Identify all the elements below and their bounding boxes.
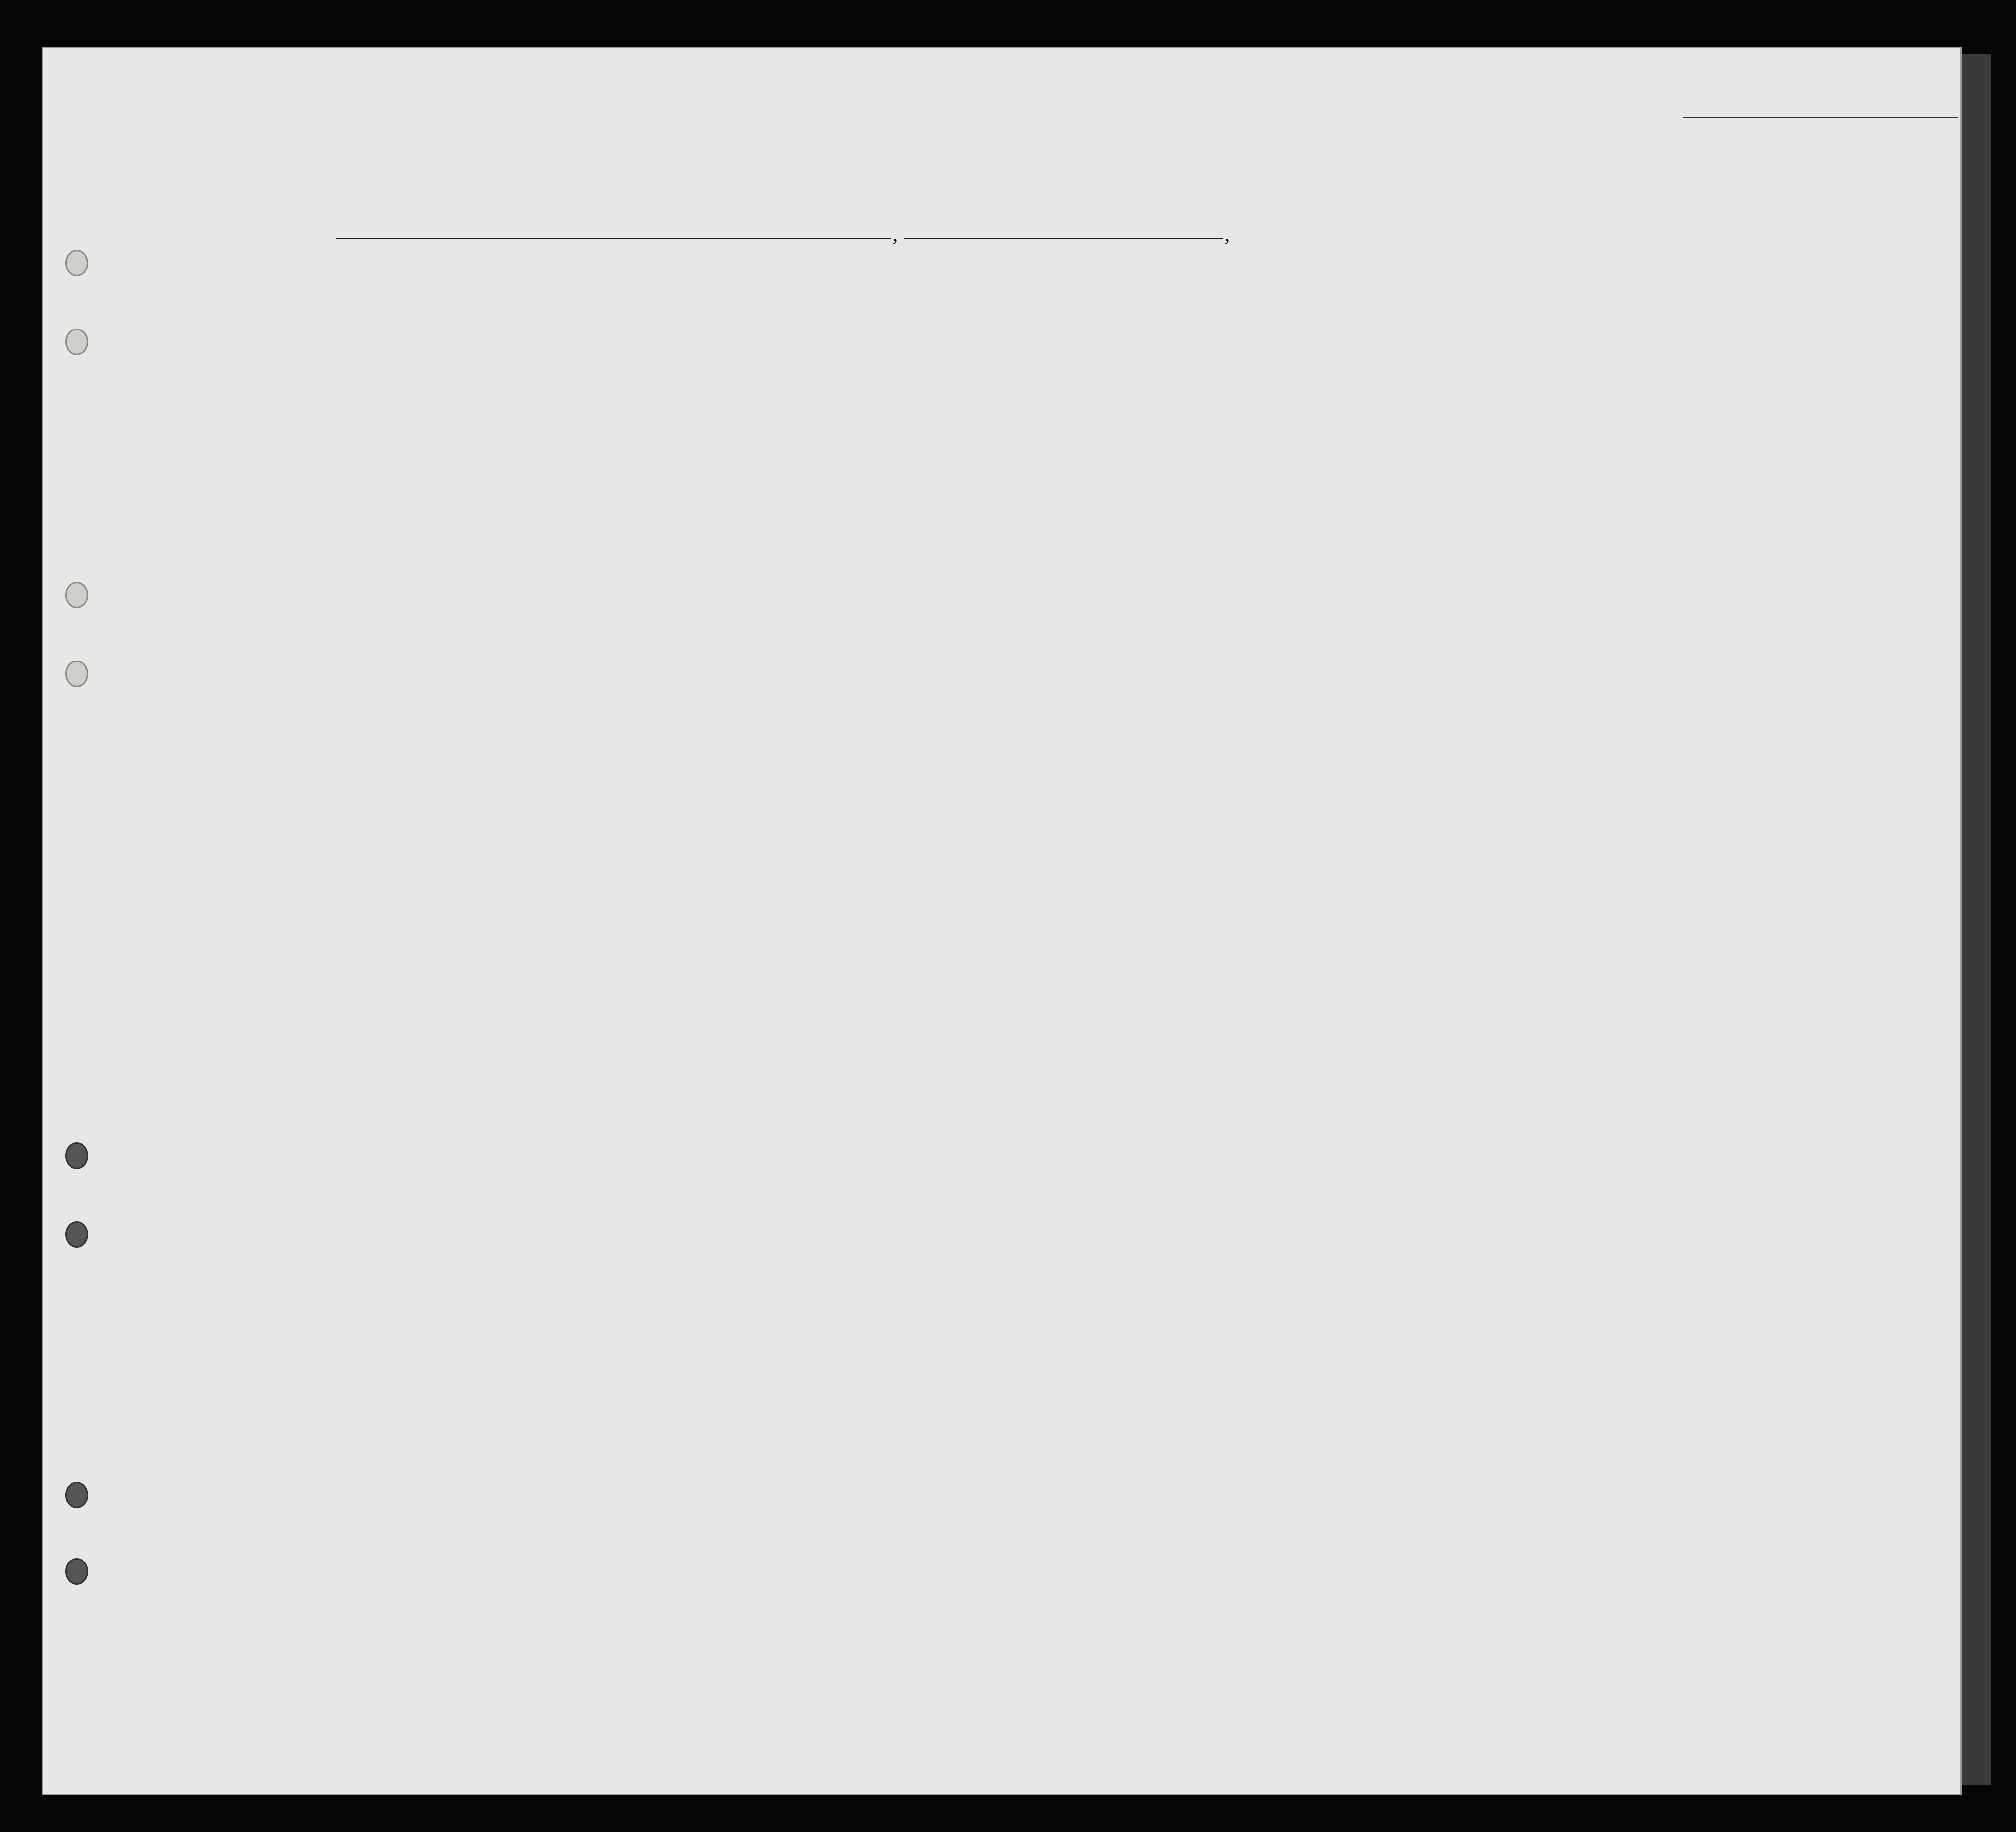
binding-hole [65,1482,88,1508]
header-inches [1666,388,1681,447]
table-grid [43,48,1962,1795]
binding-hole [65,1142,88,1169]
comma-2: , [1224,221,1230,246]
binding-hole [65,661,88,687]
header-prison [1273,316,1300,474]
header-deported [1450,316,1479,474]
comma: , [892,221,898,246]
header-feet [1641,388,1656,447]
port-underline [336,238,891,239]
header-ticket [572,299,596,471]
binding-hole [65,250,88,276]
binding-hole [65,329,88,355]
date-underline [904,238,1223,239]
manifest-sheet [42,47,1962,1795]
binding-hole [65,582,88,608]
header-length-of-time [1184,316,1214,474]
header-polygamist [1307,316,1327,474]
header-return-intent [1150,316,1179,474]
binding-hole [65,1558,88,1585]
list-underline [1683,117,1958,118]
header-overthrow [1364,316,1400,474]
header-offer [1408,316,1442,474]
header-fifty-dollars [697,299,722,471]
header-citizen-intent [1243,316,1273,474]
header-anarchist [1332,316,1351,474]
binding-hole [65,1221,88,1248]
adjacent-page-edge [1962,54,1991,1785]
